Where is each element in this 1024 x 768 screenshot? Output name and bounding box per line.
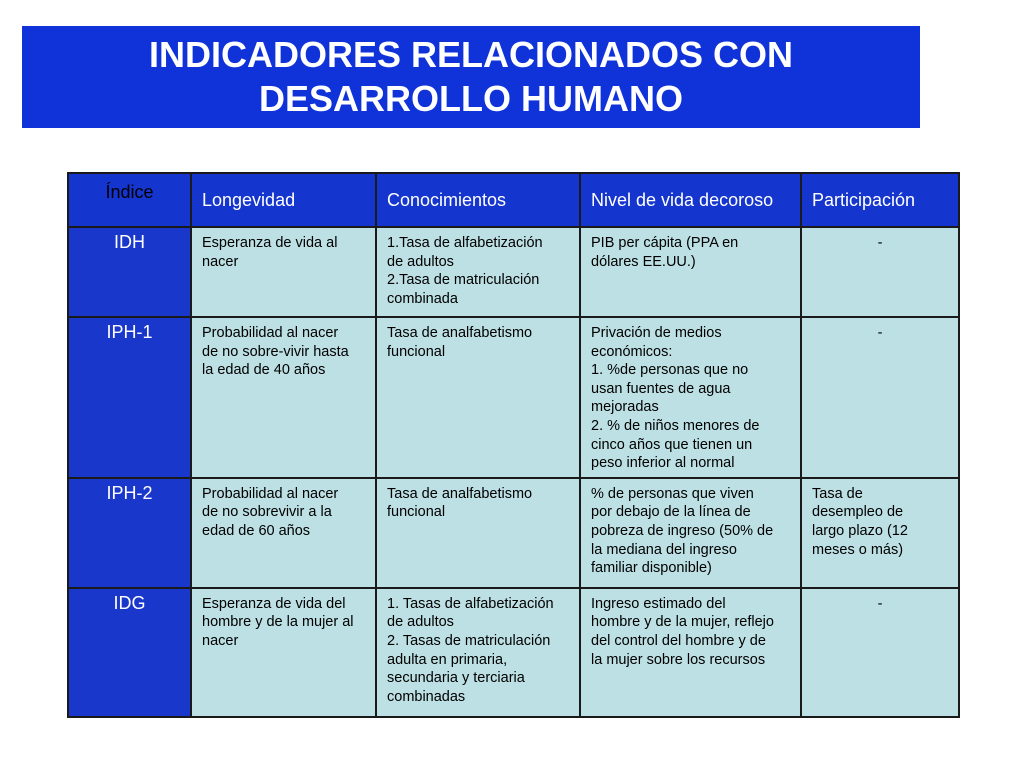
cell-text-line: meses o más) — [812, 541, 904, 558]
cell-text-line: - — [877, 595, 883, 612]
cell-text-line: 2. % de niños menores de — [591, 417, 760, 434]
cell-text-line: 1. Tasas de alfabetización — [387, 595, 554, 612]
cell-text-line: económicos: — [591, 343, 673, 360]
cell-text-line: de no sobre-vivir hasta — [202, 343, 349, 360]
cell-text-line: hombre y de la mujer, reflejo — [591, 614, 774, 631]
cell-text-line: la mediana del ingreso — [591, 541, 737, 558]
cell-text-line: Probabilidad al nacer — [202, 325, 339, 341]
cell-text-line: de adultos — [387, 253, 454, 270]
cell-text-line: edad de 60 años — [202, 522, 311, 539]
cell-text-line: combinada — [387, 290, 458, 307]
cell-participacion — [801, 317, 959, 478]
cell-nivel-de-vida — [580, 227, 801, 317]
cell-participacion — [801, 588, 959, 717]
cell-conocimientos — [376, 317, 580, 478]
cell-index: IDG — [68, 588, 191, 717]
cell-text-line: combinadas — [387, 688, 466, 705]
cell-text-line: mejoradas — [591, 399, 659, 416]
table-row — [68, 478, 959, 588]
cell-text-line: desempleo de — [812, 504, 904, 521]
cell-text-line: 1. %de personas que no — [591, 362, 749, 379]
cell-text-line: pobreza de ingreso (50% de — [591, 522, 774, 539]
cell-text-line: nacer — [202, 632, 239, 649]
cell-longevidad — [191, 588, 376, 717]
cell-text-line: la mujer sobre los recursos — [591, 651, 766, 668]
table-row — [68, 588, 959, 717]
cell-longevidad — [191, 317, 376, 478]
cell-nivel-de-vida — [580, 588, 801, 717]
cell-participacion — [801, 227, 959, 317]
cell-text-line: dólares EE.UU.) — [591, 253, 696, 270]
cell-conocimientos — [376, 478, 580, 588]
header-longevidad: Longevidad — [191, 173, 376, 227]
cell-text-line: de no sobrevivir a la — [202, 504, 332, 521]
header-indice: Índice — [68, 173, 191, 227]
cell-longevidad — [191, 227, 376, 317]
table-row — [68, 227, 959, 317]
cell-text-line: Privación de medios — [591, 325, 722, 341]
cell-text-line: Esperanza de vida al — [202, 235, 338, 251]
cell-text-line: 1.Tasa de alfabetización — [387, 235, 543, 251]
indicators-table-container — [67, 172, 960, 718]
cell-longevidad — [191, 478, 376, 588]
cell-text-line: PIB per cápita (PPA en — [591, 235, 739, 251]
table-body — [68, 227, 959, 717]
cell-text-line: hombre y de la mujer al — [202, 614, 354, 631]
cell-text-line: funcional — [387, 343, 446, 360]
cell-text-line: 2.Tasa de matriculación — [387, 272, 540, 289]
header-conocimientos: Conocimientos — [376, 173, 580, 227]
cell-text-line: Tasa de analfabetismo — [387, 325, 533, 341]
cell-text-line: del control del hombre y de — [591, 632, 766, 649]
cell-text-line: largo plazo (12 — [812, 522, 908, 539]
cell-text-line: funcional — [387, 504, 446, 521]
cell-text-line: usan fuentes de agua — [591, 380, 731, 397]
page-title-line-1: INDICADORES RELACIONADOS CON — [148, 34, 794, 75]
cell-text-line: Tasa de analfabetismo — [387, 485, 533, 502]
cell-text-line: adulta en primaria, — [387, 651, 508, 668]
header-participacion: Participación — [801, 173, 959, 227]
cell-text-line: Tasa de — [812, 485, 863, 502]
indicators-table — [67, 172, 960, 718]
table-row — [68, 317, 959, 478]
cell-text-line: 2. Tasas de matriculación — [387, 632, 551, 649]
cell-text-line: nacer — [202, 253, 239, 270]
cell-conocimientos — [376, 227, 580, 317]
cell-text-line: % de personas que viven — [591, 485, 754, 502]
cell-text-line: - — [877, 325, 883, 341]
cell-index: IDH — [68, 227, 191, 317]
cell-nivel-de-vida — [580, 317, 801, 478]
cell-index: IPH-1 — [68, 317, 191, 478]
cell-text-line: - — [877, 235, 883, 251]
cell-text-line: la edad de 40 años — [202, 362, 326, 379]
cell-participacion — [801, 478, 959, 588]
cell-text-line: Probabilidad al nacer — [202, 485, 339, 502]
cell-nivel-de-vida — [580, 478, 801, 588]
cell-text-line: cinco años que tienen un — [591, 436, 753, 453]
cell-text-line: peso inferior al normal — [591, 455, 735, 472]
page-title-line-2: DESARROLLO HUMANO — [259, 78, 683, 119]
cell-text-line: familiar disponible) — [591, 560, 712, 577]
cell-text-line: Esperanza de vida del — [202, 595, 346, 612]
cell-conocimientos — [376, 588, 580, 717]
cell-text-line: de adultos — [387, 614, 454, 631]
cell-text-line: por debajo de la línea de — [591, 504, 751, 521]
title-banner — [22, 26, 920, 128]
cell-text-line: Ingreso estimado del — [591, 595, 726, 612]
cell-index: IPH-2 — [68, 478, 191, 588]
header-nivel-de-vida: Nivel de vida decoroso — [580, 173, 801, 227]
table-header-row — [68, 173, 959, 227]
cell-text-line: secundaria y terciaria — [387, 670, 525, 687]
